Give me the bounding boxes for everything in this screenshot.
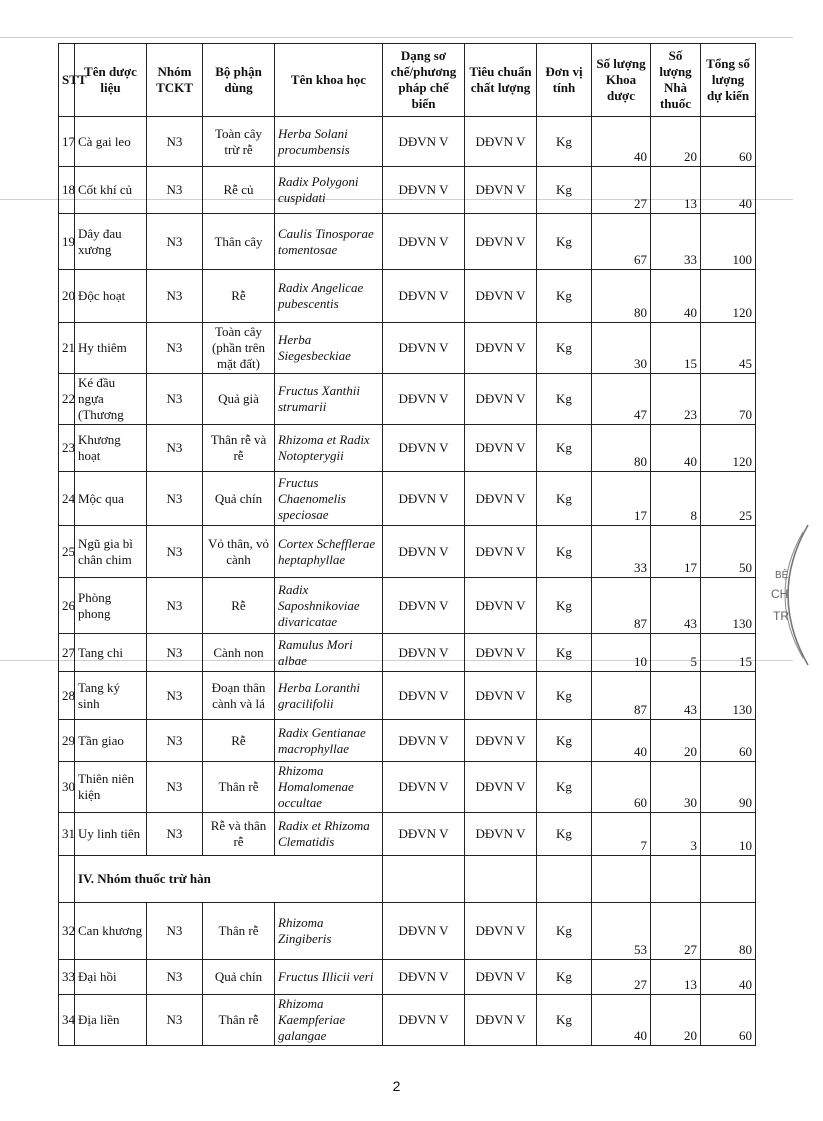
table-row xyxy=(59,214,756,270)
row-scientific-name: Radix Polygoni cuspidati xyxy=(275,167,383,214)
row-qty-total: 45 xyxy=(701,323,756,374)
row-unit: Kg xyxy=(537,720,592,762)
row-processing: DĐVN V xyxy=(383,323,465,374)
row-stt: 22 xyxy=(59,374,75,425)
row-unit: Kg xyxy=(537,762,592,813)
row-stt: 20 xyxy=(59,270,75,323)
row-qty-total: 130 xyxy=(701,672,756,720)
row-qty-pharmacy-dept: 27 xyxy=(592,167,651,214)
row-name: Đại hồi xyxy=(75,960,147,995)
row-qty-drugstore: 20 xyxy=(651,117,701,167)
row-name: Can khương xyxy=(75,903,147,960)
col-qty-pharmacy-dept: Số lượng Khoa dược xyxy=(592,44,651,117)
row-stt: 30 xyxy=(59,762,75,813)
row-scientific-name: Cortex Schefflerae heptaphyllae xyxy=(275,526,383,578)
row-stt: 17 xyxy=(59,117,75,167)
row-qty-total: 40 xyxy=(701,167,756,214)
row-group: N3 xyxy=(147,762,203,813)
row-processing: DĐVN V xyxy=(383,903,465,960)
row-qty-pharmacy-dept: 17 xyxy=(592,472,651,526)
row-scientific-name: Rhizoma Kaempferiae galangae xyxy=(275,995,383,1046)
table-row xyxy=(59,762,756,813)
col-stt: STT xyxy=(59,44,75,117)
row-stt: 26 xyxy=(59,578,75,634)
row-qty-total: 15 xyxy=(701,634,756,672)
row-unit: Kg xyxy=(537,672,592,720)
row-scientific-name: Herba Solani procumbensis xyxy=(275,117,383,167)
row-name: Khương hoạt xyxy=(75,425,147,472)
row-unit: Kg xyxy=(537,472,592,526)
row-standard: DĐVN V xyxy=(465,374,537,425)
row-qty-pharmacy-dept: 80 xyxy=(592,425,651,472)
row-name: Uy linh tiên xyxy=(75,813,147,856)
row-qty-total: 80 xyxy=(701,903,756,960)
row-standard: DĐVN V xyxy=(465,578,537,634)
row-qty-pharmacy-dept: 40 xyxy=(592,995,651,1046)
col-part: Bộ phận dùng xyxy=(203,44,275,117)
row-standard: DĐVN V xyxy=(465,117,537,167)
row-part: Rễ xyxy=(203,720,275,762)
row-unit: Kg xyxy=(537,526,592,578)
row-qty-drugstore: 43 xyxy=(651,672,701,720)
row-qty-total: 60 xyxy=(701,995,756,1046)
row-unit: Kg xyxy=(537,374,592,425)
row-group: N3 xyxy=(147,117,203,167)
row-standard: DĐVN V xyxy=(465,960,537,995)
row-scientific-name: Herba Siegesbeckiae xyxy=(275,323,383,374)
row-processing: DĐVN V xyxy=(383,270,465,323)
table-body-part-a xyxy=(59,117,756,856)
row-qty-total: 60 xyxy=(701,117,756,167)
row-qty-drugstore: 15 xyxy=(651,323,701,374)
row-qty-pharmacy-dept: 33 xyxy=(592,526,651,578)
row-stt: 29 xyxy=(59,720,75,762)
row-qty-drugstore: 3 xyxy=(651,813,701,856)
row-part: Thân rễ và rễ xyxy=(203,425,275,472)
row-standard: DĐVN V xyxy=(465,720,537,762)
col-group: Nhóm TCKT xyxy=(147,44,203,117)
row-group: N3 xyxy=(147,995,203,1046)
row-qty-drugstore: 40 xyxy=(651,270,701,323)
row-name: Mộc qua xyxy=(75,472,147,526)
row-stt: 18 xyxy=(59,167,75,214)
col-standard: Tiêu chuẩn chất lượng xyxy=(465,44,537,117)
row-qty-total: 130 xyxy=(701,578,756,634)
row-qty-total: 60 xyxy=(701,720,756,762)
row-name: Ngũ gia bì chân chim xyxy=(75,526,147,578)
stamp-text-3: TR xyxy=(773,609,789,623)
row-standard: DĐVN V xyxy=(465,995,537,1046)
row-qty-pharmacy-dept: 7 xyxy=(592,813,651,856)
row-qty-drugstore: 17 xyxy=(651,526,701,578)
row-qty-total: 100 xyxy=(701,214,756,270)
row-qty-drugstore: 33 xyxy=(651,214,701,270)
row-qty-total: 10 xyxy=(701,813,756,856)
row-processing: DĐVN V xyxy=(383,995,465,1046)
row-name: Cà gai leo xyxy=(75,117,147,167)
table-row xyxy=(59,167,756,214)
col-scientific-name: Tên khoa học xyxy=(275,44,383,117)
row-unit: Kg xyxy=(537,323,592,374)
row-group: N3 xyxy=(147,374,203,425)
row-processing: DĐVN V xyxy=(383,472,465,526)
row-standard: DĐVN V xyxy=(465,214,537,270)
row-part: Cành non xyxy=(203,634,275,672)
group-heading-section xyxy=(59,856,756,903)
table-row xyxy=(59,526,756,578)
row-scientific-name: Caulis Tinosporae tomentosae xyxy=(275,214,383,270)
scan-rule-top xyxy=(0,37,793,38)
row-standard: DĐVN V xyxy=(465,526,537,578)
row-qty-total: 90 xyxy=(701,762,756,813)
col-unit: Đơn vị tính xyxy=(537,44,592,117)
col-qty-total: Tổng số lượng dự kiến xyxy=(701,44,756,117)
row-unit: Kg xyxy=(537,578,592,634)
col-processing: Dạng sơ chế/phương pháp chế biến xyxy=(383,44,465,117)
row-processing: DĐVN V xyxy=(383,167,465,214)
row-group: N3 xyxy=(147,720,203,762)
row-name: Hy thiêm xyxy=(75,323,147,374)
row-scientific-name: Radix et Rhizoma Clematidis xyxy=(275,813,383,856)
row-stt: 25 xyxy=(59,526,75,578)
row-group: N3 xyxy=(147,323,203,374)
row-stt: 23 xyxy=(59,425,75,472)
stamp-text-2: CH xyxy=(771,587,789,601)
row-qty-drugstore: 20 xyxy=(651,720,701,762)
row-scientific-name: Fructus Xanthii strumarii xyxy=(275,374,383,425)
row-name: Độc hoạt xyxy=(75,270,147,323)
row-group: N3 xyxy=(147,472,203,526)
row-processing: DĐVN V xyxy=(383,720,465,762)
row-part: Rễ và thân rễ xyxy=(203,813,275,856)
row-qty-pharmacy-dept: 30 xyxy=(592,323,651,374)
row-part: Toàn cây (phần trên mặt đất) xyxy=(203,323,275,374)
table-row xyxy=(59,672,756,720)
row-group: N3 xyxy=(147,578,203,634)
row-qty-drugstore: 30 xyxy=(651,762,701,813)
row-standard: DĐVN V xyxy=(465,903,537,960)
row-stt: 31 xyxy=(59,813,75,856)
row-group: N3 xyxy=(147,526,203,578)
row-stt: 33 xyxy=(59,960,75,995)
row-standard: DĐVN V xyxy=(465,425,537,472)
row-standard: DĐVN V xyxy=(465,472,537,526)
table-row xyxy=(59,374,756,425)
row-qty-drugstore: 20 xyxy=(651,995,701,1046)
row-group: N3 xyxy=(147,214,203,270)
row-standard: DĐVN V xyxy=(465,762,537,813)
row-unit: Kg xyxy=(537,903,592,960)
row-standard: DĐVN V xyxy=(465,270,537,323)
row-processing: DĐVN V xyxy=(383,578,465,634)
row-scientific-name: Rhizoma Zingiberis xyxy=(275,903,383,960)
row-unit: Kg xyxy=(537,813,592,856)
table-body-part-b xyxy=(59,903,756,1046)
row-group: N3 xyxy=(147,960,203,995)
table-row xyxy=(59,425,756,472)
row-part: Vỏ thân, vỏ cành xyxy=(203,526,275,578)
row-stt: 28 xyxy=(59,672,75,720)
row-scientific-name: Radix Saposhnikoviae divaricatae xyxy=(275,578,383,634)
row-qty-drugstore: 13 xyxy=(651,960,701,995)
col-qty-drugstore: Số lượng Nhà thuốc xyxy=(651,44,701,117)
row-group: N3 xyxy=(147,903,203,960)
row-qty-drugstore: 5 xyxy=(651,634,701,672)
row-group: N3 xyxy=(147,425,203,472)
row-part: Rễ củ xyxy=(203,167,275,214)
row-group: N3 xyxy=(147,813,203,856)
table-row xyxy=(59,813,756,856)
row-qty-pharmacy-dept: 67 xyxy=(592,214,651,270)
row-part: Toàn cây trừ rễ xyxy=(203,117,275,167)
row-qty-pharmacy-dept: 87 xyxy=(592,672,651,720)
row-unit: Kg xyxy=(537,214,592,270)
row-scientific-name: Rhizoma et Radix Notopterygii xyxy=(275,425,383,472)
row-qty-drugstore: 40 xyxy=(651,425,701,472)
row-part: Quả chín xyxy=(203,472,275,526)
row-processing: DĐVN V xyxy=(383,526,465,578)
row-qty-pharmacy-dept: 10 xyxy=(592,634,651,672)
table-row xyxy=(59,117,756,167)
medicine-table xyxy=(58,43,756,1046)
header-row xyxy=(59,44,756,117)
row-stt: 34 xyxy=(59,995,75,1046)
row-qty-pharmacy-dept: 80 xyxy=(592,270,651,323)
row-scientific-name: Radix Angelicae pubescentis xyxy=(275,270,383,323)
row-standard: DĐVN V xyxy=(465,634,537,672)
row-qty-drugstore: 27 xyxy=(651,903,701,960)
row-group: N3 xyxy=(147,167,203,214)
stamp-text-1: BỆ xyxy=(775,570,789,581)
row-group: N3 xyxy=(147,672,203,720)
row-scientific-name: Herba Loranthi gracilifolii xyxy=(275,672,383,720)
group-heading: IV. Nhóm thuốc trừ hàn xyxy=(75,856,383,903)
row-standard: DĐVN V xyxy=(465,323,537,374)
row-name: Dây đau xương xyxy=(75,214,147,270)
row-qty-pharmacy-dept: 47 xyxy=(592,374,651,425)
row-unit: Kg xyxy=(537,995,592,1046)
table-row xyxy=(59,960,756,995)
row-processing: DĐVN V xyxy=(383,374,465,425)
row-part: Thân rễ xyxy=(203,995,275,1046)
table-row xyxy=(59,323,756,374)
group-heading-row xyxy=(59,856,756,903)
row-processing: DĐVN V xyxy=(383,762,465,813)
row-group: N3 xyxy=(147,634,203,672)
row-name: Tang ký sinh xyxy=(75,672,147,720)
row-qty-drugstore: 23 xyxy=(651,374,701,425)
row-qty-total: 120 xyxy=(701,425,756,472)
page-number: 2 xyxy=(392,1078,401,1094)
table-row xyxy=(59,270,756,323)
row-qty-total: 70 xyxy=(701,374,756,425)
row-processing: DĐVN V xyxy=(383,634,465,672)
row-qty-drugstore: 43 xyxy=(651,578,701,634)
row-part: Quả chín xyxy=(203,960,275,995)
col-name: Tên dược liệu xyxy=(75,44,147,117)
row-stt: 21 xyxy=(59,323,75,374)
row-part: Đoạn thân cành và lá xyxy=(203,672,275,720)
row-qty-total: 50 xyxy=(701,526,756,578)
row-scientific-name: Rhizoma Homalomenae occultae xyxy=(275,762,383,813)
row-part: Rễ xyxy=(203,578,275,634)
row-unit: Kg xyxy=(537,634,592,672)
row-name: Ké đầu ngựa (Thương xyxy=(75,374,147,425)
row-qty-drugstore: 8 xyxy=(651,472,701,526)
row-stt: 19 xyxy=(59,214,75,270)
row-name: Thiên niên kiện xyxy=(75,762,147,813)
row-standard: DĐVN V xyxy=(465,167,537,214)
row-part: Rễ xyxy=(203,270,275,323)
table-row xyxy=(59,720,756,762)
row-unit: Kg xyxy=(537,270,592,323)
row-stt: 32 xyxy=(59,903,75,960)
row-group: N3 xyxy=(147,270,203,323)
row-name: Cốt khí củ xyxy=(75,167,147,214)
row-name: Tần giao xyxy=(75,720,147,762)
row-processing: DĐVN V xyxy=(383,117,465,167)
row-scientific-name: Fructus Illicii veri xyxy=(275,960,383,995)
row-qty-drugstore: 13 xyxy=(651,167,701,214)
table-row xyxy=(59,578,756,634)
row-part: Quả già xyxy=(203,374,275,425)
row-processing: DĐVN V xyxy=(383,813,465,856)
row-unit: Kg xyxy=(537,960,592,995)
row-processing: DĐVN V xyxy=(383,672,465,720)
row-part: Thân rễ xyxy=(203,762,275,813)
row-qty-total: 25 xyxy=(701,472,756,526)
row-qty-pharmacy-dept: 40 xyxy=(592,720,651,762)
row-qty-pharmacy-dept: 60 xyxy=(592,762,651,813)
row-scientific-name: Radix Gentianae macrophyllae xyxy=(275,720,383,762)
row-processing: DĐVN V xyxy=(383,214,465,270)
row-name: Tang chi xyxy=(75,634,147,672)
row-qty-pharmacy-dept: 87 xyxy=(592,578,651,634)
row-scientific-name: Fructus Chaenomelis speciosae xyxy=(275,472,383,526)
table-row xyxy=(59,634,756,672)
row-scientific-name: Ramulus Mori albae xyxy=(275,634,383,672)
row-stt: 24 xyxy=(59,472,75,526)
table-row xyxy=(59,903,756,960)
row-qty-pharmacy-dept: 53 xyxy=(592,903,651,960)
row-stt: 27 xyxy=(59,634,75,672)
row-qty-pharmacy-dept: 27 xyxy=(592,960,651,995)
row-standard: DĐVN V xyxy=(465,813,537,856)
row-unit: Kg xyxy=(537,117,592,167)
official-stamp-fragment xyxy=(763,520,823,670)
row-part: Thân cây xyxy=(203,214,275,270)
row-part: Thân rễ xyxy=(203,903,275,960)
row-name: Phòng phong xyxy=(75,578,147,634)
table-row xyxy=(59,995,756,1046)
table-row xyxy=(59,472,756,526)
row-processing: DĐVN V xyxy=(383,425,465,472)
row-standard: DĐVN V xyxy=(465,672,537,720)
row-qty-total: 40 xyxy=(701,960,756,995)
row-qty-pharmacy-dept: 40 xyxy=(592,117,651,167)
row-name: Địa liền xyxy=(75,995,147,1046)
row-unit: Kg xyxy=(537,167,592,214)
row-unit: Kg xyxy=(537,425,592,472)
row-qty-total: 120 xyxy=(701,270,756,323)
row-processing: DĐVN V xyxy=(383,960,465,995)
table-header xyxy=(59,44,756,117)
